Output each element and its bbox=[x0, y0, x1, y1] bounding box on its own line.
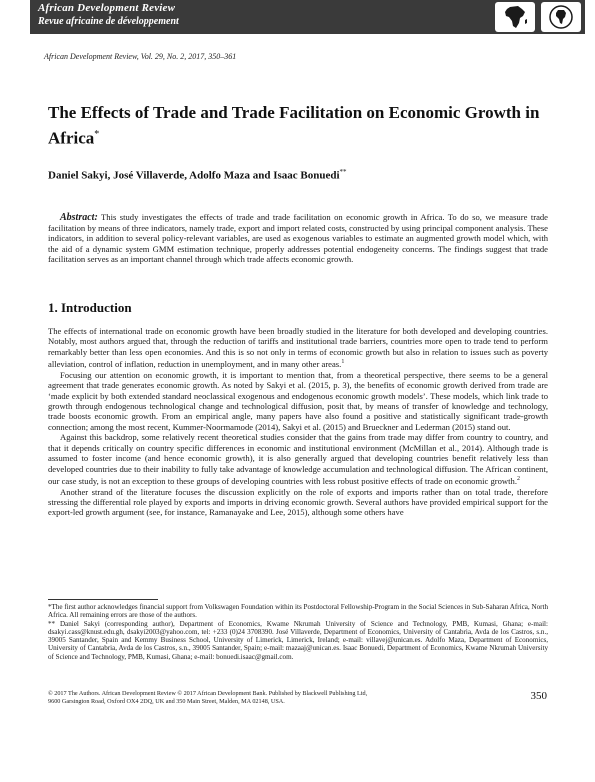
section-body bbox=[48, 326, 548, 518]
footnote: *The first author acknowledges financial support from Volkswagen Foundation within its Postdoctoral Fellowship-Program in the Social Sciences in Sub-Saharan Africa, North Africa. All remaining errors are those of the authors. bbox=[48, 603, 548, 620]
article-authors bbox=[48, 168, 347, 182]
journal-banner bbox=[30, 0, 585, 34]
paragraph: Another strand of the literature focuses the discussion explicitly on the role of exports and imports rather than on total trade, therefore stressing the differential role played by exports and imports in driving economic growth. Several authors have provided empirical support for the export-led growth argument (see, for instance, Ramanayake and Lee, 2015), although some others have bbox=[48, 486, 548, 518]
footnote-ref: 2 bbox=[516, 476, 520, 483]
title-footnote-mark: * bbox=[94, 129, 100, 140]
authors-text: Daniel Sakyi, José Villaverde, Adolfo Maza and Isaac Bonuedi bbox=[48, 169, 340, 182]
paragraph: The effects of international trade on economic growth have been broadly studied in the literature for both developed and developing countries. Notably, most authors argued that, through the reduction of tariffs and institutional trade barriers, countries more open to trade tend to perform remarkably better than less open economies. And this is so not only in terms of economic growth but also in relation to issues such as poverty alleviation, control of inflation, reduction in unemployment, and in many other areas.$^1$ bbox=[48, 326, 548, 370]
section-heading: 1. Introduction bbox=[48, 300, 132, 315]
bank-seal-logo-icon bbox=[541, 2, 581, 32]
abstract-text: This study investigates the effects of trade and trade facilitation on economic growth in Africa. To do so, we measure trade facilitation by means of three indicators, namely trade, export and import related costs, constructed by using principal component analysis. These indicators, in addition to several policy-relevant variables, are used as exogenous variables to estimate an augmented growth model which, with the aid of a dynamic system GMM estimation technique, properly addresses potential endogeneity concerns. The findings suggest that trade facilitation serves as an important channel through which trade affects economic growth. bbox=[48, 212, 548, 264]
footnote-ref: 1 bbox=[341, 359, 345, 366]
abstract-label: Abstract: bbox=[60, 212, 98, 223]
footnotes bbox=[48, 603, 548, 661]
footnote-divider bbox=[48, 599, 158, 600]
paragraph: Focusing our attention on economic growth, it is important to mention that, from a theoretical perspective, there seems to be a general agreement that trade generates economic growth. As noted by Sakyi et al. (2015, p. 3), the benefits of economic growth derived from trade are ‘made explicit by both extended standard neoclassical exogenous and endogenous economic growth models’. These models, which link trade to growth through endogenous technological change and technological diffusion, posit that, by means of transfer of knowledge and technology, trade boosts economic growth. From an empirical angle, many papers have also found a positive and statistically significant trade-growth connection; among the most recent, Kummer-Noormamode (2014), Sakyi et al. (2015) and Brueckner and Lederman (2015) stand out. bbox=[48, 369, 548, 432]
abstract bbox=[48, 212, 548, 264]
page-number: 350 bbox=[530, 690, 547, 702]
journal-citation: African Development Review, Vol. 29, No. 2, 2017, 350–361 bbox=[44, 52, 237, 61]
journal-title: African Development Review bbox=[38, 2, 176, 14]
africa-map-logo-icon bbox=[495, 2, 535, 32]
authors-footnote-mark: ** bbox=[339, 168, 347, 176]
copyright-notice: © 2017 The Authors. African Development Review © 2017 African Development Bank. Published by Blackwell Publishing Ltd, 9600 Garsington Road, Oxford OX4 2DQ, UK and 350 Main Street, Malden, MA 02148, USA. bbox=[48, 690, 368, 705]
journal-subtitle: Revue africaine de développement bbox=[38, 16, 179, 27]
paragraph: Against this backdrop, some relatively recent theoretical studies consider that the gains from trade may differ from country to country, and that it depends critically on country specific differences in economic and institutional environment (McMillan et al., 2014). Although trade is assumed to foster income (and hence economic growth), it is also generally argued that developing countries benefit relatively less than developed countries due to their inability to fully take advantage of knowledge accumulation and technological diffusion. The African continent, our case study, is not an exception to these groups of developing countries with less robust positive effects of trade on economic growth.$^2$ bbox=[48, 432, 548, 487]
article-title-text: The Effects of Trade and Trade Facilitation on Economic Growth in Africa bbox=[48, 103, 540, 148]
footnote: ** Daniel Sakyi (corresponding author), Department of Economics, Kwame Nkrumah University of Science and Technology, PMB, Kumasi, Ghana; e-mail: dsakyi.cass@knust.edu.gh, dsakyi2003@yahoo.com, tel: +233 (0)24 3708390. José Villaverde, Department of Economics, University of Cantabria, Avda de los Castros, s.n., 39005 Santander, Spain and Kemmy Business School, University of Limerick, Limerick, Ireland; e-mail: villavej@unican.es. Adolfo Maza, Department of Economics, University of Cantabria, Avda de los Castros, s.n., 39005 Santander, Spain; e-mail: mazaaj@unican.es. Isaac Bonuedi, Department of Economics, Kwame Nkrumah University of Science and Technology, PMB, Kumasi, Ghana; e-mail: bonuedi.isaac@gmail.com. bbox=[48, 619, 548, 661]
article-title bbox=[48, 102, 548, 150]
